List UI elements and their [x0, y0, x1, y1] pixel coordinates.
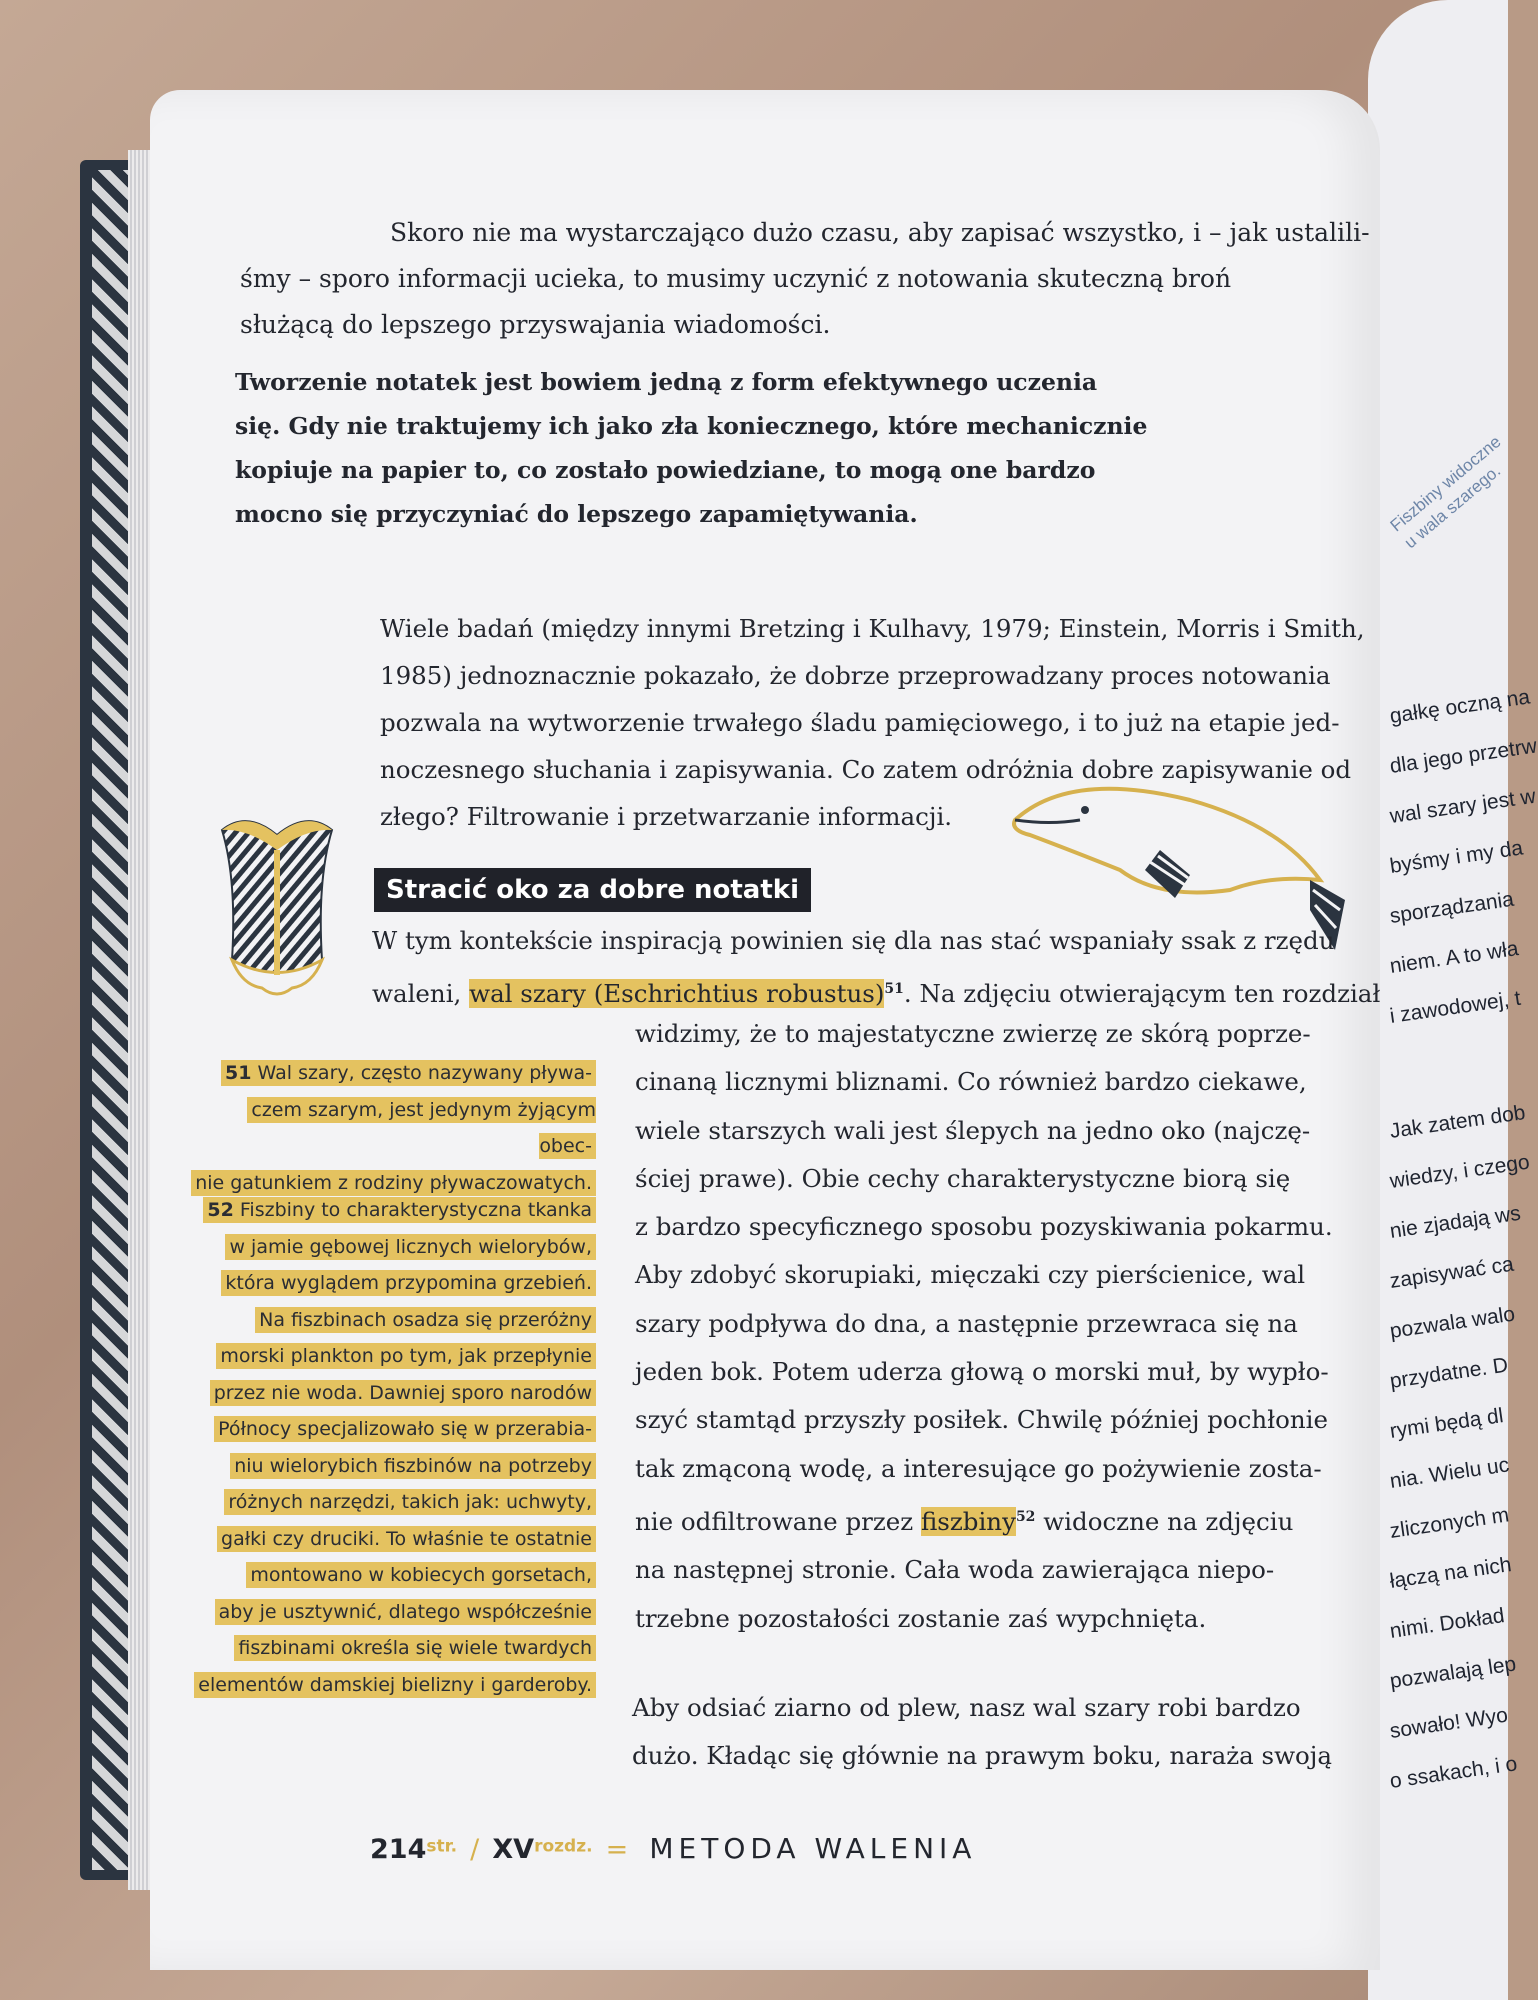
column-line: na następnej stronie. Cała woda zawierająca niepo-: [635, 1555, 1275, 1585]
footnote-line: fiszbinami określa się wiele twardych: [234, 1635, 596, 1661]
column-line: szary podpływa do dna, a następnie przewraca się na: [635, 1308, 1298, 1338]
research-line: złego? Filtrowanie i przetwarzanie informacji.: [380, 802, 953, 831]
right-page-line: wiedzy, i czego: [1388, 1150, 1532, 1193]
right-page-line: o ssakach, i o: [1388, 1752, 1519, 1793]
column-line: z bardzo specyficznego sposobu pozyskiwania pokarmu.: [635, 1212, 1333, 1242]
highlight-wal-szary: wal szary (Eschrichtius robustus): [469, 979, 885, 1009]
right-page-line: niem. A to wła: [1388, 937, 1520, 978]
right-page-line: dla jego przetrw: [1388, 734, 1538, 778]
bold-paragraph: [235, 360, 1147, 536]
right-page-line: pozwalają lep: [1388, 1652, 1518, 1693]
right-page-line: nimi. Dokład: [1388, 1604, 1506, 1643]
research-line: 1985) jednoznacznie pokazało, że dobrze przeprowadzany proces notowania: [380, 661, 1331, 690]
right-page-line: i zawodowej, t: [1388, 986, 1523, 1028]
right-page-line: łączą na nich: [1388, 1553, 1513, 1593]
footnote-line: czem szarym, jest jedynym żyjącym obec-: [247, 1097, 596, 1160]
chapter-title: METODA WALENIA: [649, 1832, 977, 1865]
section-intro: [372, 916, 1380, 1018]
column-line: szyć stamtąd przyszły posiłek. Chwilę później pochłonie: [635, 1405, 1328, 1435]
right-page-line: rymi będą dl: [1388, 1404, 1505, 1443]
column-line: jeden bok. Potem uderza głową o morski muł, by wypło-: [635, 1357, 1329, 1387]
footer-equals: =: [605, 1834, 629, 1865]
bold-line: kopiuje na papier to, co zostało powiedziane, to mogą one bardzo: [235, 456, 1096, 484]
footnote-line: niu wielorybich fiszbinów na potrzeby: [230, 1453, 596, 1479]
chapter-suffix: rozdz.: [534, 1836, 593, 1857]
bold-line: Tworzenie notatek jest bowiem jedną z form efektywnego uczenia: [235, 368, 1098, 396]
closing-line: dużo. Kładąc się głównie na prawym boku, naraża swoją: [632, 1741, 1333, 1770]
footnote-52: [186, 1192, 596, 1703]
section-line: W tym kontekście inspiracją powinien się dla nas stać wspaniały ssak z rzędu: [372, 926, 1335, 955]
right-page-line: nia. Wielu uc: [1388, 1453, 1511, 1493]
footnote-51: [186, 1055, 596, 1201]
highlight-fiszbiny: fiszbiny: [920, 1507, 1016, 1537]
page-number: 214: [370, 1834, 427, 1865]
footnote-line: która wyglądem przypomina grzebień.: [221, 1270, 596, 1296]
footnote-line: elementów damskiej bielizny i garderoby.: [194, 1672, 596, 1698]
footnote-line: montowano w kobiecych gorsetach,: [246, 1562, 596, 1588]
right-page-line: zliczonych m: [1388, 1503, 1511, 1543]
cover-stripes: [92, 170, 130, 1870]
right-page-line: przydatne. D: [1388, 1353, 1510, 1393]
footnote-line: nie gatunkiem z rodziny pływaczowatych.: [191, 1170, 596, 1196]
right-page-line: wal szary jest w: [1388, 784, 1538, 828]
right-page-line: byśmy i my da: [1388, 836, 1525, 878]
right-page-line: Jak zatem dob: [1388, 1101, 1527, 1143]
right-page-line: gałkę oczną na: [1388, 685, 1532, 728]
right-page-caption: Fiszbiny widoczne u wala szarego.: [1386, 432, 1505, 553]
footnote-line: Na fiszbinach osadza się przeróżny: [255, 1307, 596, 1333]
footnote-line: aby je usztywnić, dlatego współcześnie: [215, 1599, 596, 1625]
footnote-line: gałki czy druciki. To właśnie te ostatnie: [217, 1526, 596, 1552]
section-heading: Stracić oko za dobre notatki: [374, 868, 811, 912]
footnote-line: [203, 1197, 596, 1223]
right-page-line: sporządzania: [1388, 887, 1516, 928]
column-line: wiele starszych wali jest ślepych na jedno oko (najczę-: [635, 1115, 1311, 1145]
text-run: Fiszbiny to charakterystyczna tkanka: [239, 1199, 592, 1221]
page-suffix: str.: [426, 1836, 458, 1857]
right-page-line: nie zjadają ws: [1388, 1201, 1523, 1243]
corset-illustration: [212, 810, 342, 1000]
text-run: waleni,: [372, 979, 470, 1009]
footnote-line: morski plankton po tym, jak przepłynie: [216, 1343, 596, 1369]
page-footer: [370, 1832, 976, 1865]
intro-line: śmy – sporo informacji ucieka, to musimy uczynić z notowania skuteczną broń: [240, 264, 1232, 293]
chapter-number: XV: [492, 1834, 535, 1865]
right-page-line: sowało! Wyo: [1388, 1703, 1510, 1743]
research-line: noczesnego słuchania i zapisywania. Co zatem odróżnia dobre zapisywanie od: [380, 755, 1352, 784]
research-line: Wiele badań (między innymi Bretzing i Kulhavy, 1979; Einstein, Morris i Smith,: [380, 614, 1365, 643]
column-line: widzimy, że to majestatyczne zwierzę ze skórą poprze-: [635, 1019, 1311, 1048]
text-run: widoczne na zdjęciu: [1035, 1507, 1294, 1537]
intro-paragraph: [240, 210, 1370, 348]
footnote-number: 51: [225, 1062, 252, 1084]
column-line: [635, 1493, 1333, 1546]
text-run: . Na zdjęciu otwierającym ten rozdział: [903, 979, 1381, 1009]
section-column: [635, 1010, 1333, 1643]
footer-separator: /: [470, 1834, 480, 1865]
footnote-line: w jamie gębowej licznych wielorybów,: [225, 1234, 596, 1260]
right-page: [1368, 0, 1538, 2000]
right-page-line: zapisywać ca: [1388, 1252, 1516, 1293]
closing-line: Aby odsiać ziarno od plew, nasz wal szary robi bardzo: [632, 1693, 1301, 1722]
bold-line: się. Gdy nie traktujemy ich jako zła koniecznego, które mechanicznie: [235, 412, 1148, 440]
bold-line: mocno się przyczyniać do lepszego zapamiętywania.: [235, 500, 918, 528]
footnote-ref-52: 52: [1015, 1508, 1036, 1525]
column-line: Aby zdobyć skorupiaki, mięczaki czy pierścienice, wal: [635, 1260, 1306, 1290]
footnote-line: przez nie woda. Dawniej sporo narodów: [210, 1380, 596, 1406]
column-line: ściej prawe). Obie cechy charakterystyczne biorą się: [635, 1163, 1291, 1193]
closing-paragraph: [632, 1684, 1332, 1780]
intro-line: służącą do lepszego przyswajania wiadomości.: [240, 310, 831, 339]
text-run: nie odfiltrowane przez: [635, 1507, 921, 1537]
footnote-ref-51: 51: [884, 981, 904, 997]
right-page-line: pozwala walo: [1388, 1302, 1517, 1343]
text-run: Wal szary, często nazywany pływa-: [257, 1062, 592, 1084]
footnote-line: Północy specjalizowało się w przerabia-: [214, 1416, 596, 1442]
research-line: pozwala na wytworzenie trwałego śladu pamięciowego, i to już na etapie jed-: [380, 708, 1340, 737]
footnote-number: 52: [207, 1199, 234, 1221]
footnote-line: [221, 1060, 596, 1086]
column-line: cinaną licznymi bliznami. Co również bardzo ciekawe,: [635, 1067, 1307, 1097]
column-line: trzebne pozostałości zostanie zaś wypchnięta.: [635, 1603, 1207, 1633]
footnote-line: różnych narzędzi, takich jak: uchwyty,: [224, 1489, 596, 1515]
column-line: tak zmąconą wodę, a interesujące go pożywienie zosta-: [635, 1453, 1322, 1483]
intro-line: Skoro nie ma wystarczająco dużo czasu, aby zapisać wszystko, i – jak ustalili-: [390, 218, 1370, 247]
